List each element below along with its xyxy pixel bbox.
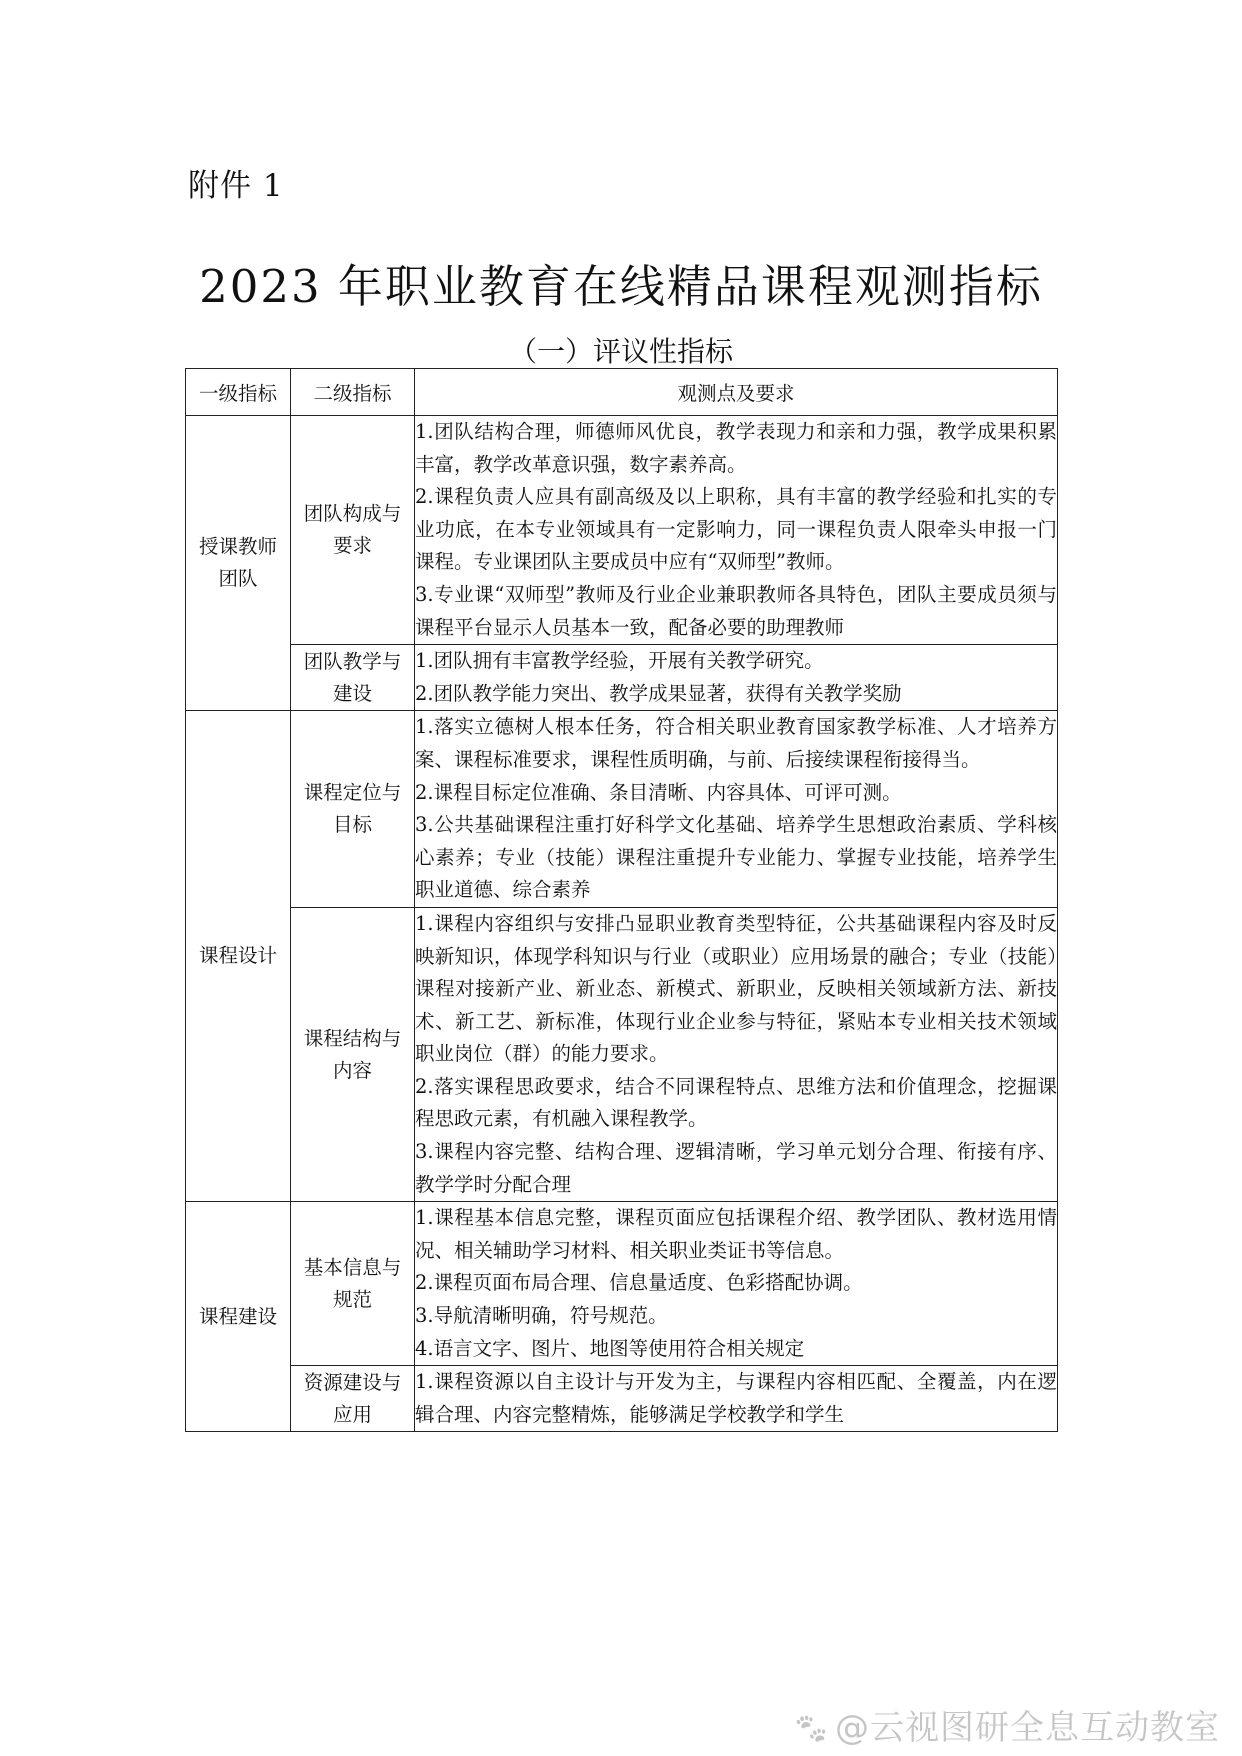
- level1-label: 授课教师 团队: [198, 535, 277, 591]
- points-cell: [415, 416, 1058, 645]
- points-cell: [415, 711, 1058, 908]
- point-item: 2.课程页面布局合理、信息量适度、色彩搭配协调。: [415, 1271, 863, 1295]
- level1-label: 课程建设: [198, 1304, 277, 1328]
- header-level2: 二级指标: [291, 369, 415, 416]
- level2-label: 团队教学与 建设: [303, 649, 402, 705]
- table-row: [186, 645, 1058, 711]
- points-cell: [415, 907, 1058, 1201]
- level2-label: 课程结构与 内容: [303, 1026, 402, 1082]
- level1-label: 课程设计: [198, 944, 277, 968]
- level2-label: 基本信息与 规范: [303, 1255, 402, 1311]
- point-item: 2.团队教学能力突出、教学成果显著，获得有关教学奖励: [415, 681, 902, 705]
- points-cell: [415, 1366, 1058, 1432]
- point-item: 2.课程目标定位准确、条目清晰、内容具体、可评可测。: [415, 780, 902, 804]
- point-item: 1.团队拥有丰富教学经验，开展有关教学研究。: [415, 649, 824, 673]
- level2-label: 资源建设与 应用: [303, 1370, 402, 1426]
- level2-cell: [291, 1366, 415, 1432]
- document-title: 2023 年职业教育在线精品课程观测指标: [199, 260, 1043, 313]
- level1-cell: [186, 1202, 291, 1432]
- level2-cell: [291, 645, 415, 711]
- point-item: 3.导航清晰明确，符号规范。: [415, 1304, 668, 1328]
- table-row: [186, 416, 1058, 645]
- point-item: 1.落实立德树人根本任务，符合相关职业教育国家教学标准、人才培养方案、课程标准要求，课程性质明确，与前、后接续课程衔接得当。: [415, 715, 1057, 771]
- point-item: 3.公共基础课程注重打好科学文化基础、培养学生思想政治素质、学科核心素养；专业（技能）课程注重提升专业能力、掌握专业技能，培养学生职业道德、综合素养: [415, 813, 1057, 902]
- point-item: 1.课程基本信息完整，课程页面应包括课程介绍、教学团队、教材选用情况、相关辅助学习材料、相关职业类证书等信息。: [415, 1206, 1057, 1262]
- level2-label: 课程定位与 目标: [303, 781, 402, 837]
- paw-icon: 🐾︎: [791, 1712, 831, 1747]
- indicator-table: [185, 368, 1058, 1432]
- point-item: 2.课程负责人应具有副高级及以上职称，具有丰富的教学经验和扎实的专业功底，在本专业领域具有一定影响力，同一课程负责人限牵头申报一门课程。专业课团队主要成员中应有“双师型”教师。: [415, 485, 1057, 574]
- table-row: [186, 711, 1058, 908]
- level2-cell: [291, 907, 415, 1201]
- watermark-text: @云视图研全息互动教室: [835, 1708, 1220, 1748]
- point-item: 1.团队结构合理，师德师风优良，教学表现力和亲和力强，教学成果积累丰富，教学改革意识强，数字素养高。: [415, 420, 1057, 476]
- level2-cell: [291, 711, 415, 908]
- table-row: [186, 1366, 1058, 1432]
- table-row: [186, 907, 1058, 1201]
- attachment-label: 附件 1: [188, 168, 284, 204]
- level2-cell: [291, 416, 415, 645]
- point-item: 2.落实课程思政要求，结合不同课程特点、思维方法和价值理念，挖掘课程思政元素，有机融入课程教学。: [415, 1074, 1057, 1131]
- point-item: 4.语言文字、图片、地图等使用符合相关规定: [415, 1336, 805, 1360]
- points-cell: [415, 1202, 1058, 1366]
- table-row: [186, 1202, 1058, 1366]
- point-item: 1.课程资源以自主设计与开发为主，与课程内容相匹配、全覆盖，内在逻辑合理、内容完整精炼，能够满足学校教学和学生: [415, 1370, 1057, 1426]
- point-item: 3.课程内容完整、结构合理、逻辑清晰，学习单元划分合理、衔接有序、教学学时分配合理: [415, 1140, 1057, 1196]
- level2-cell: [291, 1202, 415, 1366]
- watermark: [792, 1700, 1220, 1749]
- level1-cell: [186, 711, 291, 1202]
- point-item: 1.课程内容组织与安排凸显职业教育类型特征，公共基础课程内容及时反映新知识，体现学科知识与行业（或职业）应用场景的融合；专业（技能）课程对接新产业、新业态、新模式、新职业，反映相关领域新方法、新技术、新工艺、新标准，体现行业企业参与特征，紧贴本专业相关技术领域职业岗位（群）的能力要求。: [415, 911, 1057, 1066]
- header-points: 观测点及要求: [415, 369, 1058, 416]
- level1-cell: [186, 416, 291, 711]
- header-level1: 一级指标: [186, 369, 291, 416]
- section-subtitle: （一）评议性指标: [508, 335, 733, 368]
- point-item: 3.专业课“双师型”教师及行业企业兼职教师各具特色，团队主要成员须与课程平台显示人员基本一致，配备必要的助理教师: [415, 582, 1057, 639]
- level2-label: 团队构成与 要求: [303, 502, 402, 558]
- table-header-row: [186, 369, 1058, 416]
- points-cell: [415, 645, 1058, 711]
